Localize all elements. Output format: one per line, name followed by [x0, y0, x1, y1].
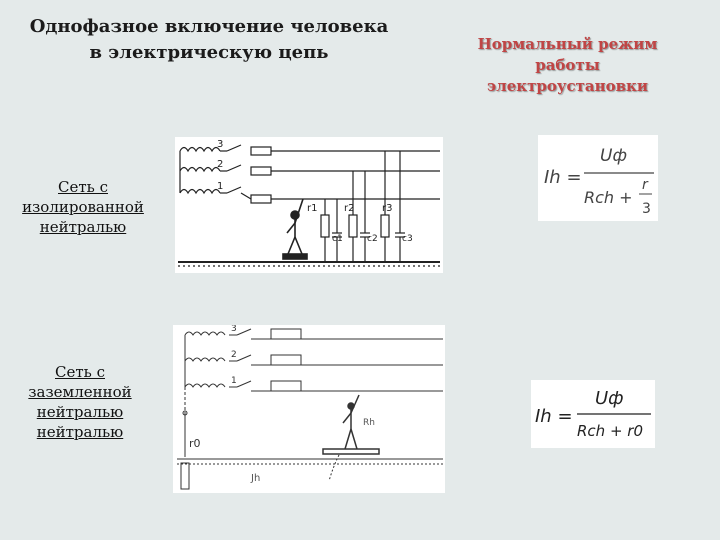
phase-number: 2 [231, 350, 237, 360]
grounded-neutral-formula [531, 380, 655, 448]
isolated-neutral-diagram [175, 137, 443, 273]
formula-lhs: Ih = [535, 406, 573, 427]
transformer-coils [185, 332, 225, 387]
grounded-network-label [5, 362, 155, 442]
phase-number: 2 [217, 159, 224, 170]
label-line: нейтралью [39, 218, 127, 236]
resistor-label: r2 [344, 203, 355, 214]
formula-denominator: Rch + [584, 188, 633, 207]
transformer-coils [180, 148, 220, 194]
person-figure [283, 199, 307, 259]
phase-number: 3 [217, 139, 224, 150]
formula-denominator: Rch + r0 [577, 422, 643, 440]
resistor-label: r3 [382, 203, 393, 214]
capacitor-label: c3 [402, 234, 413, 244]
capacitor-label: c1 [332, 234, 343, 244]
mode-heading [455, 34, 680, 97]
phase-number: 1 [217, 181, 224, 192]
title-line-2: в электрическую цепь [89, 42, 329, 63]
page-title [20, 14, 398, 66]
isolated-neutral-formula [538, 135, 658, 221]
formula-r: r [642, 177, 648, 193]
mode-line-1: Нормальный режим [477, 35, 658, 53]
phase-number: 3 [231, 325, 237, 334]
mode-line-3: электроустановки [487, 77, 648, 95]
label-line: изолированной [22, 198, 144, 216]
formula-numerator: Uф [600, 146, 627, 166]
ih-label: Jh [251, 473, 261, 484]
mode-line-2: работы [535, 56, 600, 74]
resistor-label: r1 [307, 203, 318, 214]
phase-number: 1 [231, 376, 237, 386]
grounded-neutral-diagram [173, 325, 445, 493]
r0-label: r0 [189, 437, 201, 450]
title-line-1: Однофазное включение человека [29, 16, 389, 37]
formula-three: 3 [642, 201, 651, 217]
label-line: нейтралью [36, 423, 124, 441]
capacitor-label: c2 [367, 234, 378, 244]
rh-label: Rh [363, 418, 375, 428]
label-line: Сеть с [58, 178, 108, 196]
label-line: Сеть с [55, 363, 105, 381]
isolated-network-label [8, 177, 158, 237]
label-line: нейтралью [36, 403, 124, 421]
formula-lhs: Ih = [544, 167, 582, 188]
formula-numerator: Uф [595, 388, 624, 409]
label-line: заземленной [28, 383, 132, 401]
